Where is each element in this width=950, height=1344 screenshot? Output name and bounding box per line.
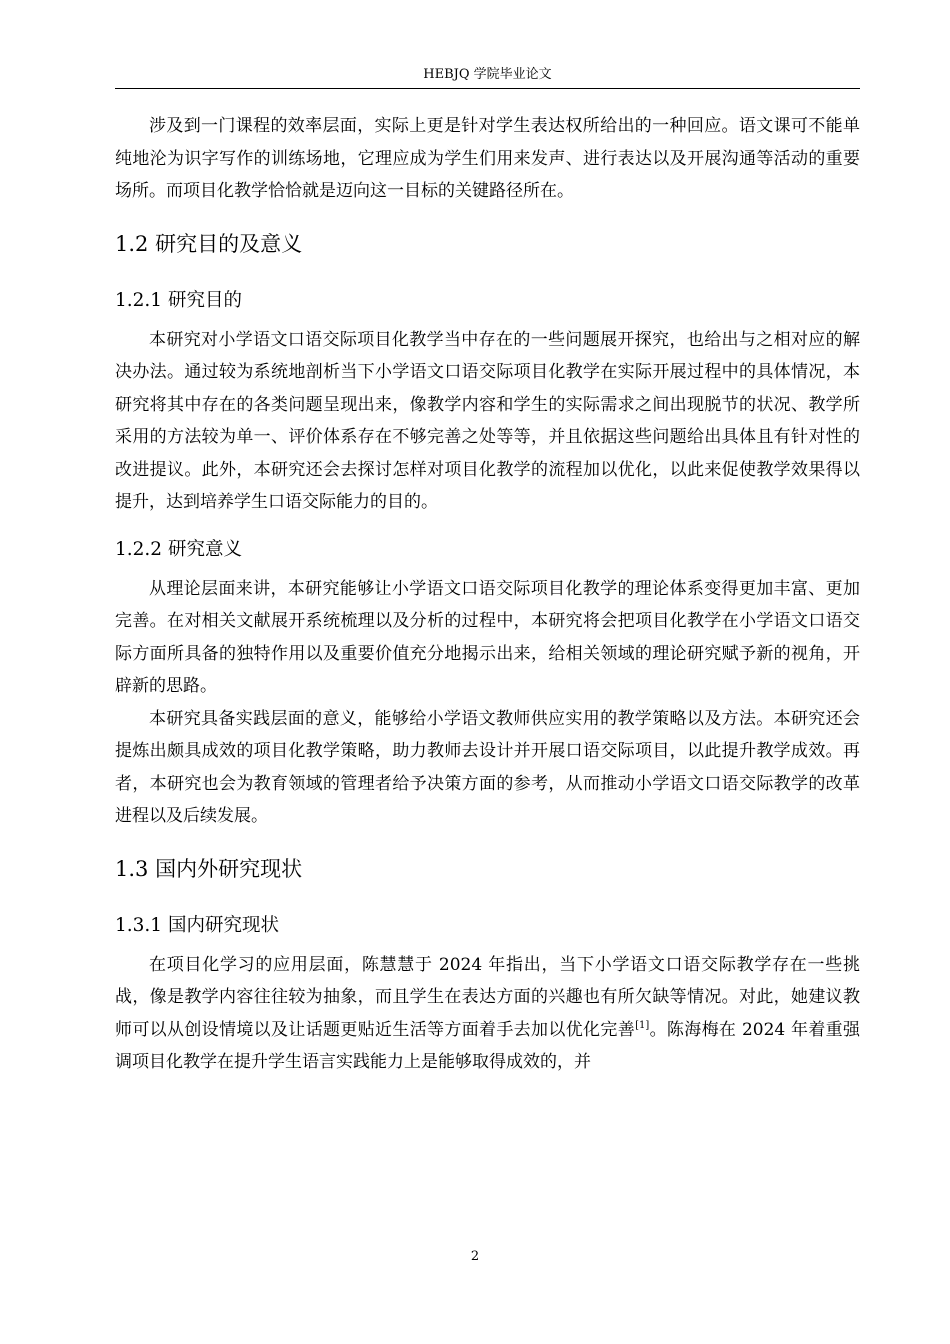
paragraph-significance-theory: 从理论层面来讲，本研究能够让小学语文口语交际项目化教学的理论体系变得更加丰富、更加完善。在对相关文献展开系统梳理以及分析的过程中，本研究将会把项目化教学在小学语文口语交际方面所具备的独特作用以及重要价值充分地揭示出来，给相关领域的理论研究赋予新的视角，开辟新的思路。	[115, 578, 860, 696]
domestic-text-part1: 在项目化学习的应用层面，陈慧慧于 2024 年指出，当下小学语文口语交际教学存在一些挑战，像是教学内容往往较为抽象，而且学生在表达方面的兴趣也有所欠缺等情况。对此，她建议教师可以从创设情境以及让话题更贴近生活等方面着手去加以优化完善	[115, 954, 860, 1040]
page-number: 2	[470, 1249, 480, 1264]
heading-1-2-2: 1.2.2 研究意义	[115, 538, 242, 560]
document-body	[115, 110, 860, 1079]
page-header	[115, 66, 860, 89]
paragraph-domestic-research	[115, 949, 860, 1079]
heading-1-3: 1.3 国内外研究现状	[115, 856, 303, 881]
paragraph-research-purpose: 本研究对小学语文口语交际项目化教学当中存在的一些问题展开探究，也给出与之相对应的解决办法。通过较为系统地剖析当下小学语文口语交际项目化教学在实际开展过程中的具体情况，本研究将其中存在的各类问题呈现出来，像教学内容和学生的实际需求之间出现脱节的状况、教学所采用的方法较为单一、评价体系存在不够完善之处等等，并且依据这些问题给出具体且有针对性的改进提议。此外，本研究还会去探讨怎样对项目化教学的流程加以优化，以此来促使教学效果得以提升，达到培养学生口语交际能力的目的。	[115, 329, 860, 512]
heading-1-2: 1.2 研究目的及意义	[115, 231, 303, 256]
paragraph-significance-practice: 本研究具备实践层面的意义，能够给小学语文教师供应实用的教学策略以及方法。本研究还会提炼出颇具成效的项目化教学策略，助力教师去设计并开展口语交际项目，以此提升教学成效。再者，本研究也会为教育领域的管理者给予决策方面的参考，从而推动小学语文口语交际教学的改革进程以及后续发展。	[115, 708, 860, 826]
citation-1[interactable]: [1]	[635, 1019, 650, 1031]
header-title: HEBJQ 学院毕业论文	[423, 67, 552, 82]
paragraph-intro-continued: 涉及到一门课程的效率层面，实际上更是针对学生表达权所给出的一种回应。语文课可不能单纯地沦为识字写作的训练场地，它理应成为学生们用来发声、进行表达以及开展沟通等活动的重要场所。而项目化教学恰恰就是迈向这一目标的关键路径所在。	[115, 116, 860, 201]
heading-1-3-1: 1.3.1 国内研究现状	[115, 914, 279, 936]
domestic-text-part2: 。陈海梅在 2024 年着重强调项目化教学在提升学生语言实践能力上是能够取得成效的，并	[115, 1019, 860, 1072]
heading-1-2-1: 1.2.1 研究目的	[115, 289, 242, 311]
